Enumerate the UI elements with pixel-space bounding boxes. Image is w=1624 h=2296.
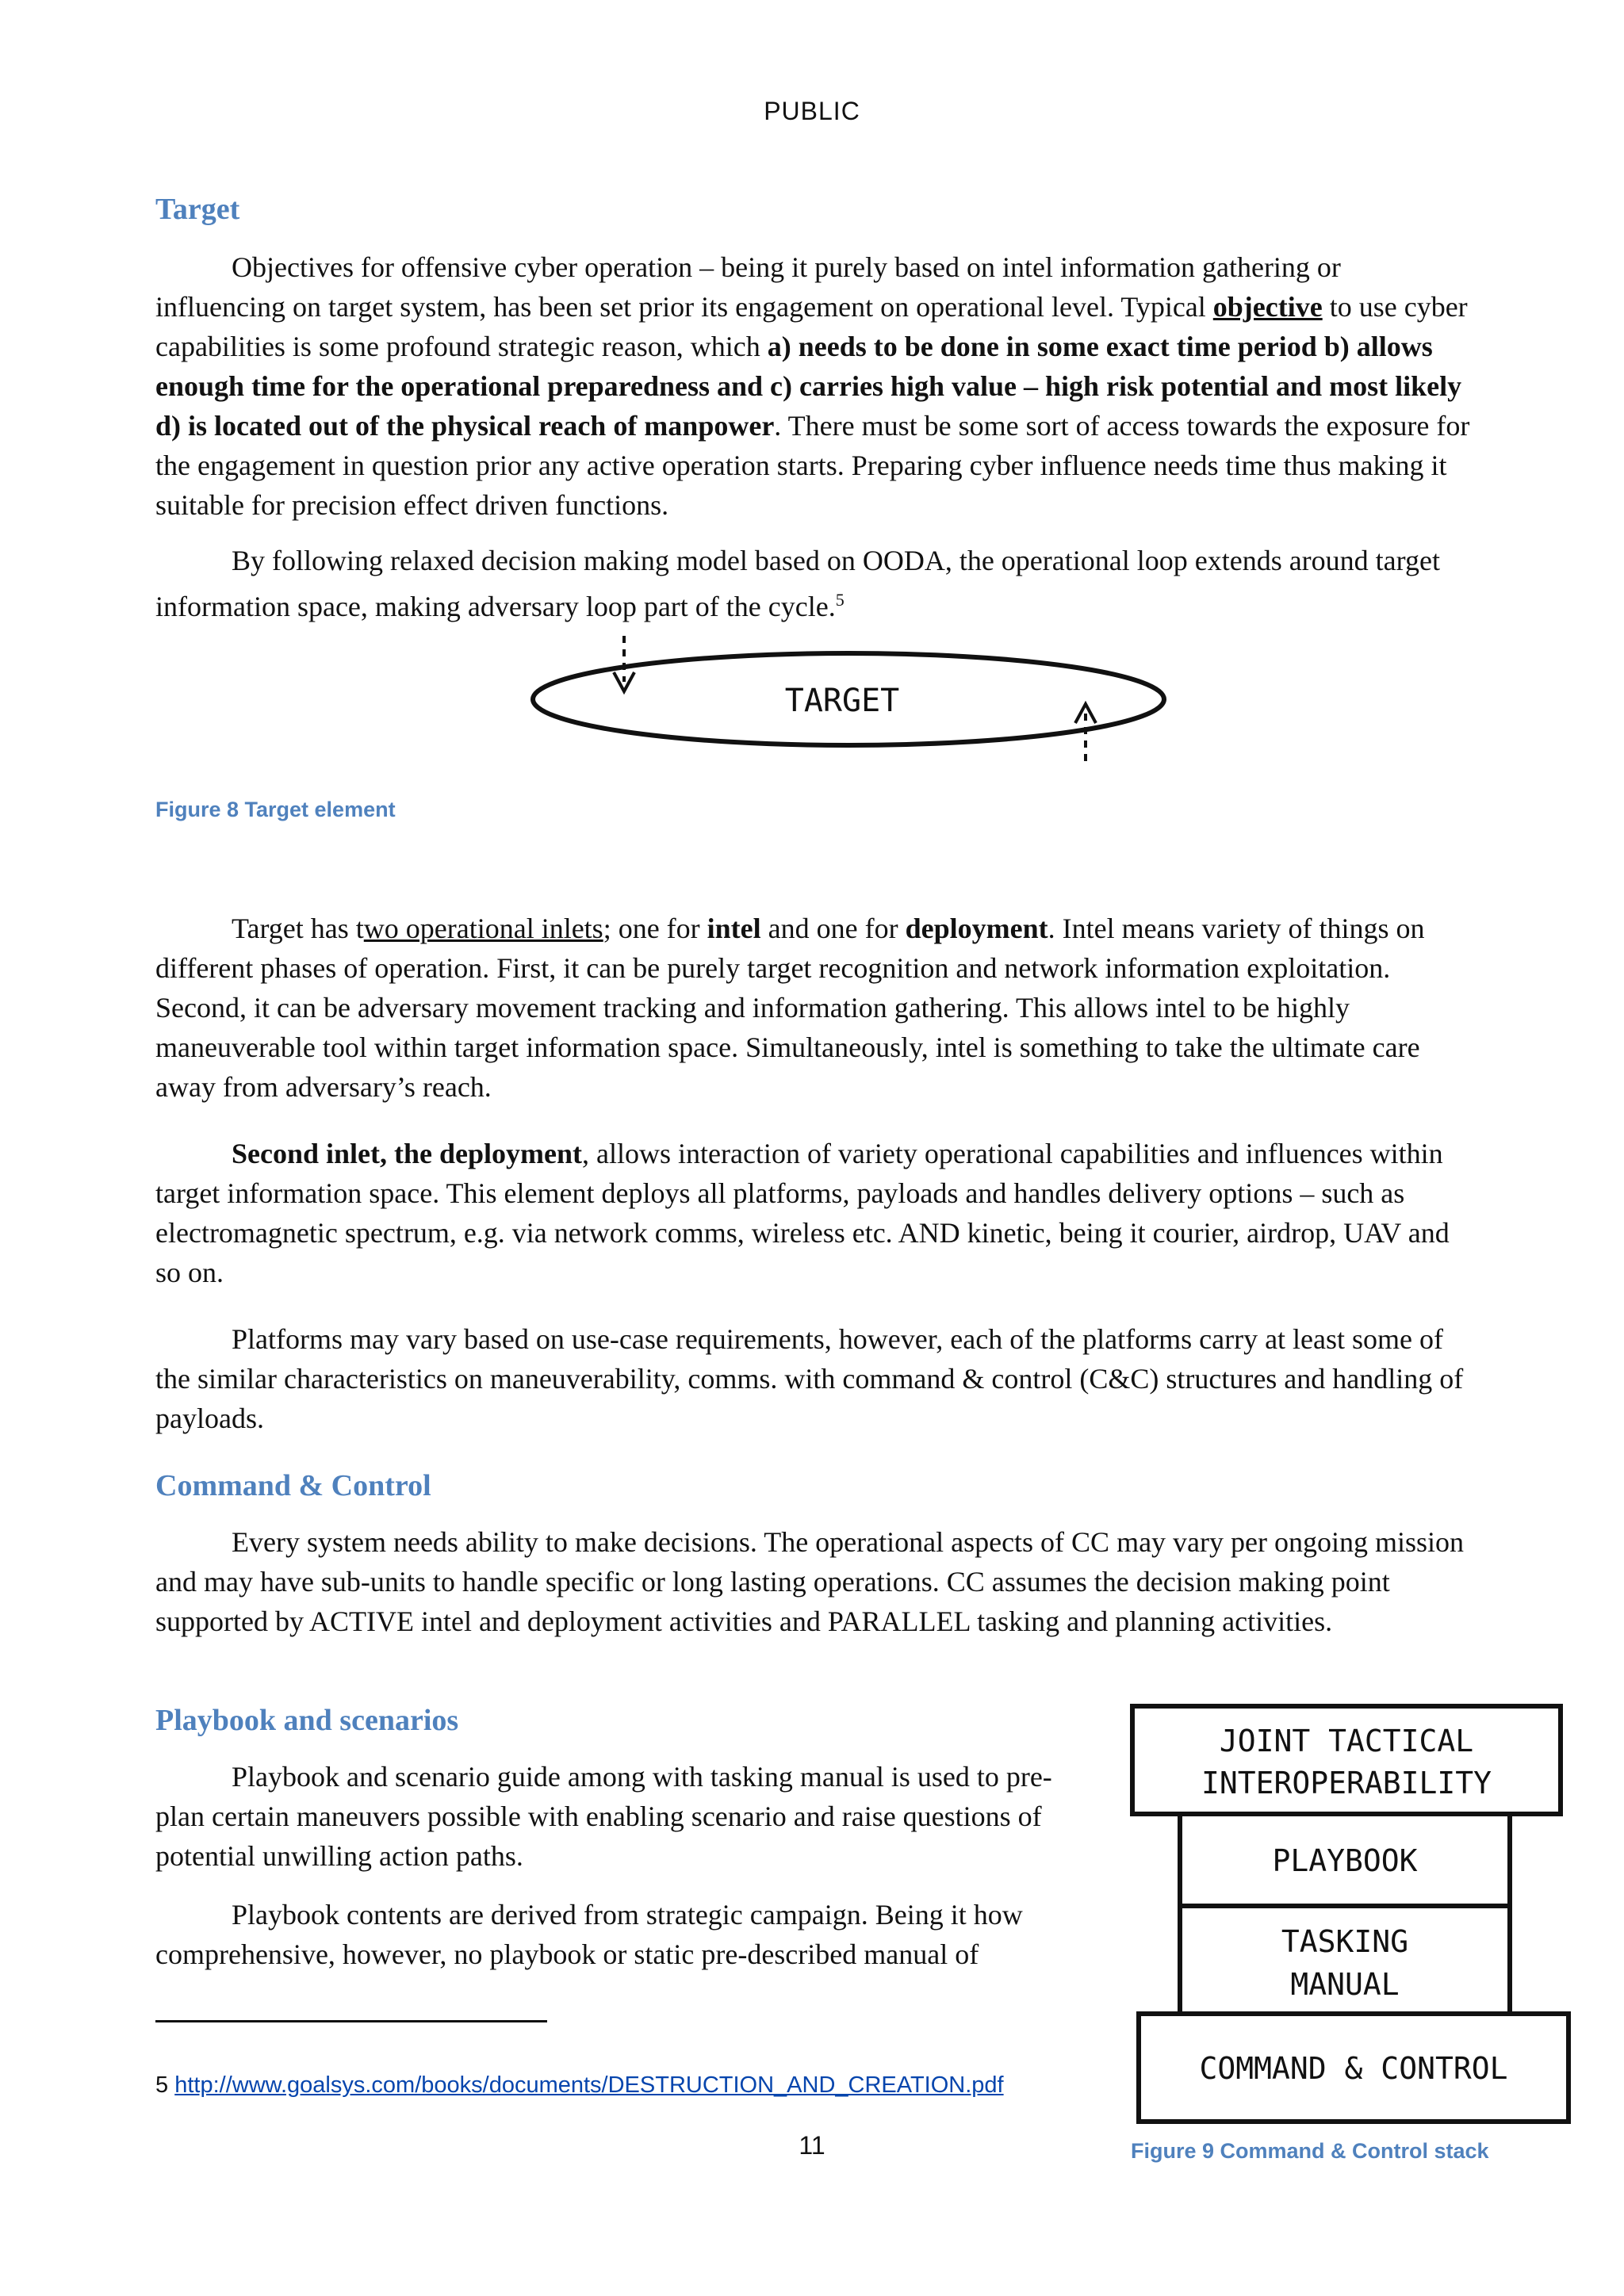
paragraph-command-control: Every system needs ability to make decisions. The operational aspects of CC may vary per ongoing mission and may have sub-units to handle specific or long lasting operations. CC assumes the decision making point supported by ACTIVE intel and deployment activities and PARALLEL tasking and planning activities. (155, 1526, 1465, 1637)
box-tasking-manual (1180, 1906, 1510, 2014)
jti-label-line1: JOINT TACTICAL (1219, 1724, 1474, 1758)
footnote-link[interactable]: http://www.goalsys.com/books/documents/DESTRUCTION_AND_CREATION.pdf (174, 2072, 1004, 2098)
paragraph-ooda (155, 541, 1472, 626)
objective-term: objective (1212, 291, 1323, 323)
text-run: Objectives for offensive cyber operation – being it purely based on intel information gathering or influencing on target system, has been set prior its engagement on operational level. Typical (155, 251, 1341, 323)
bold-deployment: deployment (905, 913, 1048, 944)
paragraph-inlets (155, 909, 1472, 1107)
paragraph-platforms: Platforms may vary based on use-case requirements, however, each of the platforms carry at least some of the similar characteristics on maneuverability, comms. with command & control (C&C) structures and handling of payloads. (155, 1323, 1464, 1434)
footnote (155, 2072, 1004, 2099)
figure-8-caption: Figure 8 Target element (155, 798, 396, 821)
underlined-inlets: wo operational inlets (363, 913, 603, 944)
box-joint-tactical (1132, 1706, 1561, 1814)
paragraph-deployment (155, 1134, 1472, 1292)
cc-label: COMMAND & CONTROL (1199, 2051, 1508, 2086)
bold-intel: intel (707, 913, 761, 944)
playbook-label: PLAYBOOK (1272, 1843, 1418, 1878)
command-control-stack-diagram (1129, 1703, 1573, 2131)
footnote-separator (155, 2020, 547, 2022)
bold-second-inlet: Second inlet, the deployment (232, 1138, 583, 1169)
page-number: 11 (799, 2131, 825, 2160)
text-run: Target has t (232, 913, 364, 944)
heading-playbook: Playbook and scenarios (155, 1704, 459, 1737)
tasking-label-line2: MANUAL (1290, 1967, 1400, 2002)
text-run: By following relaxed decision making model based on OODA, the operational loop extends around target information space, making adversary loop part of the cycle. (155, 545, 1440, 622)
footnote-reference[interactable]: 5 (835, 590, 845, 610)
tasking-label-line1: TASKING (1281, 1924, 1409, 1959)
jti-label-line2: INTEROPERABILITY (1201, 1766, 1492, 1800)
text-run: ; one for (603, 913, 707, 944)
heading-command-control: Command & Control (155, 1469, 431, 1502)
heading-target: Target (155, 193, 240, 226)
figure-9-caption: Figure 9 Command & Control stack (1131, 2139, 1489, 2163)
paragraph-playbook-guide: Playbook and scenario guide among with tasking manual is used to pre-plan certain maneuvers possible with enabling scenario and raise questions of potential unwilling action paths. (155, 1761, 1052, 1872)
text-run: . There must be some sort of access towards the exposure for the engagement in question prior any active operation starts. Preparing cyber influence needs time thus making it suitable for precision effect driven functions. (155, 410, 1470, 521)
footnote-number: 5 (155, 2072, 169, 2098)
text-run: and one for (760, 913, 906, 944)
text-run: , allows interaction of variety operational capabilities and influences within target information space. This element deploys all platforms, payloads and handles delivery options – such as electromagnetic spectrum, e.g. via network comms, wireless etc. AND kinetic, being it courier, airdrop, UAV and so on. (155, 1138, 1450, 1288)
target-element-diagram (523, 634, 1182, 777)
text-run: . Intel means variety of things on different phases of operation. First, it can be purely target recognition and network information exploitation. Second, it can be adversary movement tracking and information gathering. This allows intel to be highly maneuverable tool within target information space. Simultaneously, intel is something to take the ultimate care away from adversary’s reach. (155, 913, 1425, 1103)
paragraph-target-objectives (155, 247, 1472, 525)
text-run: to use cyber capabilities is some profound strategic reason, which (155, 291, 1468, 362)
target-label: TARGET (784, 683, 900, 719)
box-command-control (1139, 2014, 1568, 2122)
page-header: PUBLIC (764, 97, 860, 125)
bold-criteria: a) needs to be done in some exact time period b) allows enough time for the operational preparedness and c) carries high value – high risk potential and most likely d) is located out of the physical reach of manpower (155, 331, 1462, 442)
box-playbook (1180, 1814, 1510, 1906)
paragraph-playbook-contents: Playbook contents are derived from strategic campaign. Being it how comprehensive, however, no playbook or static pre-described manual of (155, 1899, 1023, 1970)
